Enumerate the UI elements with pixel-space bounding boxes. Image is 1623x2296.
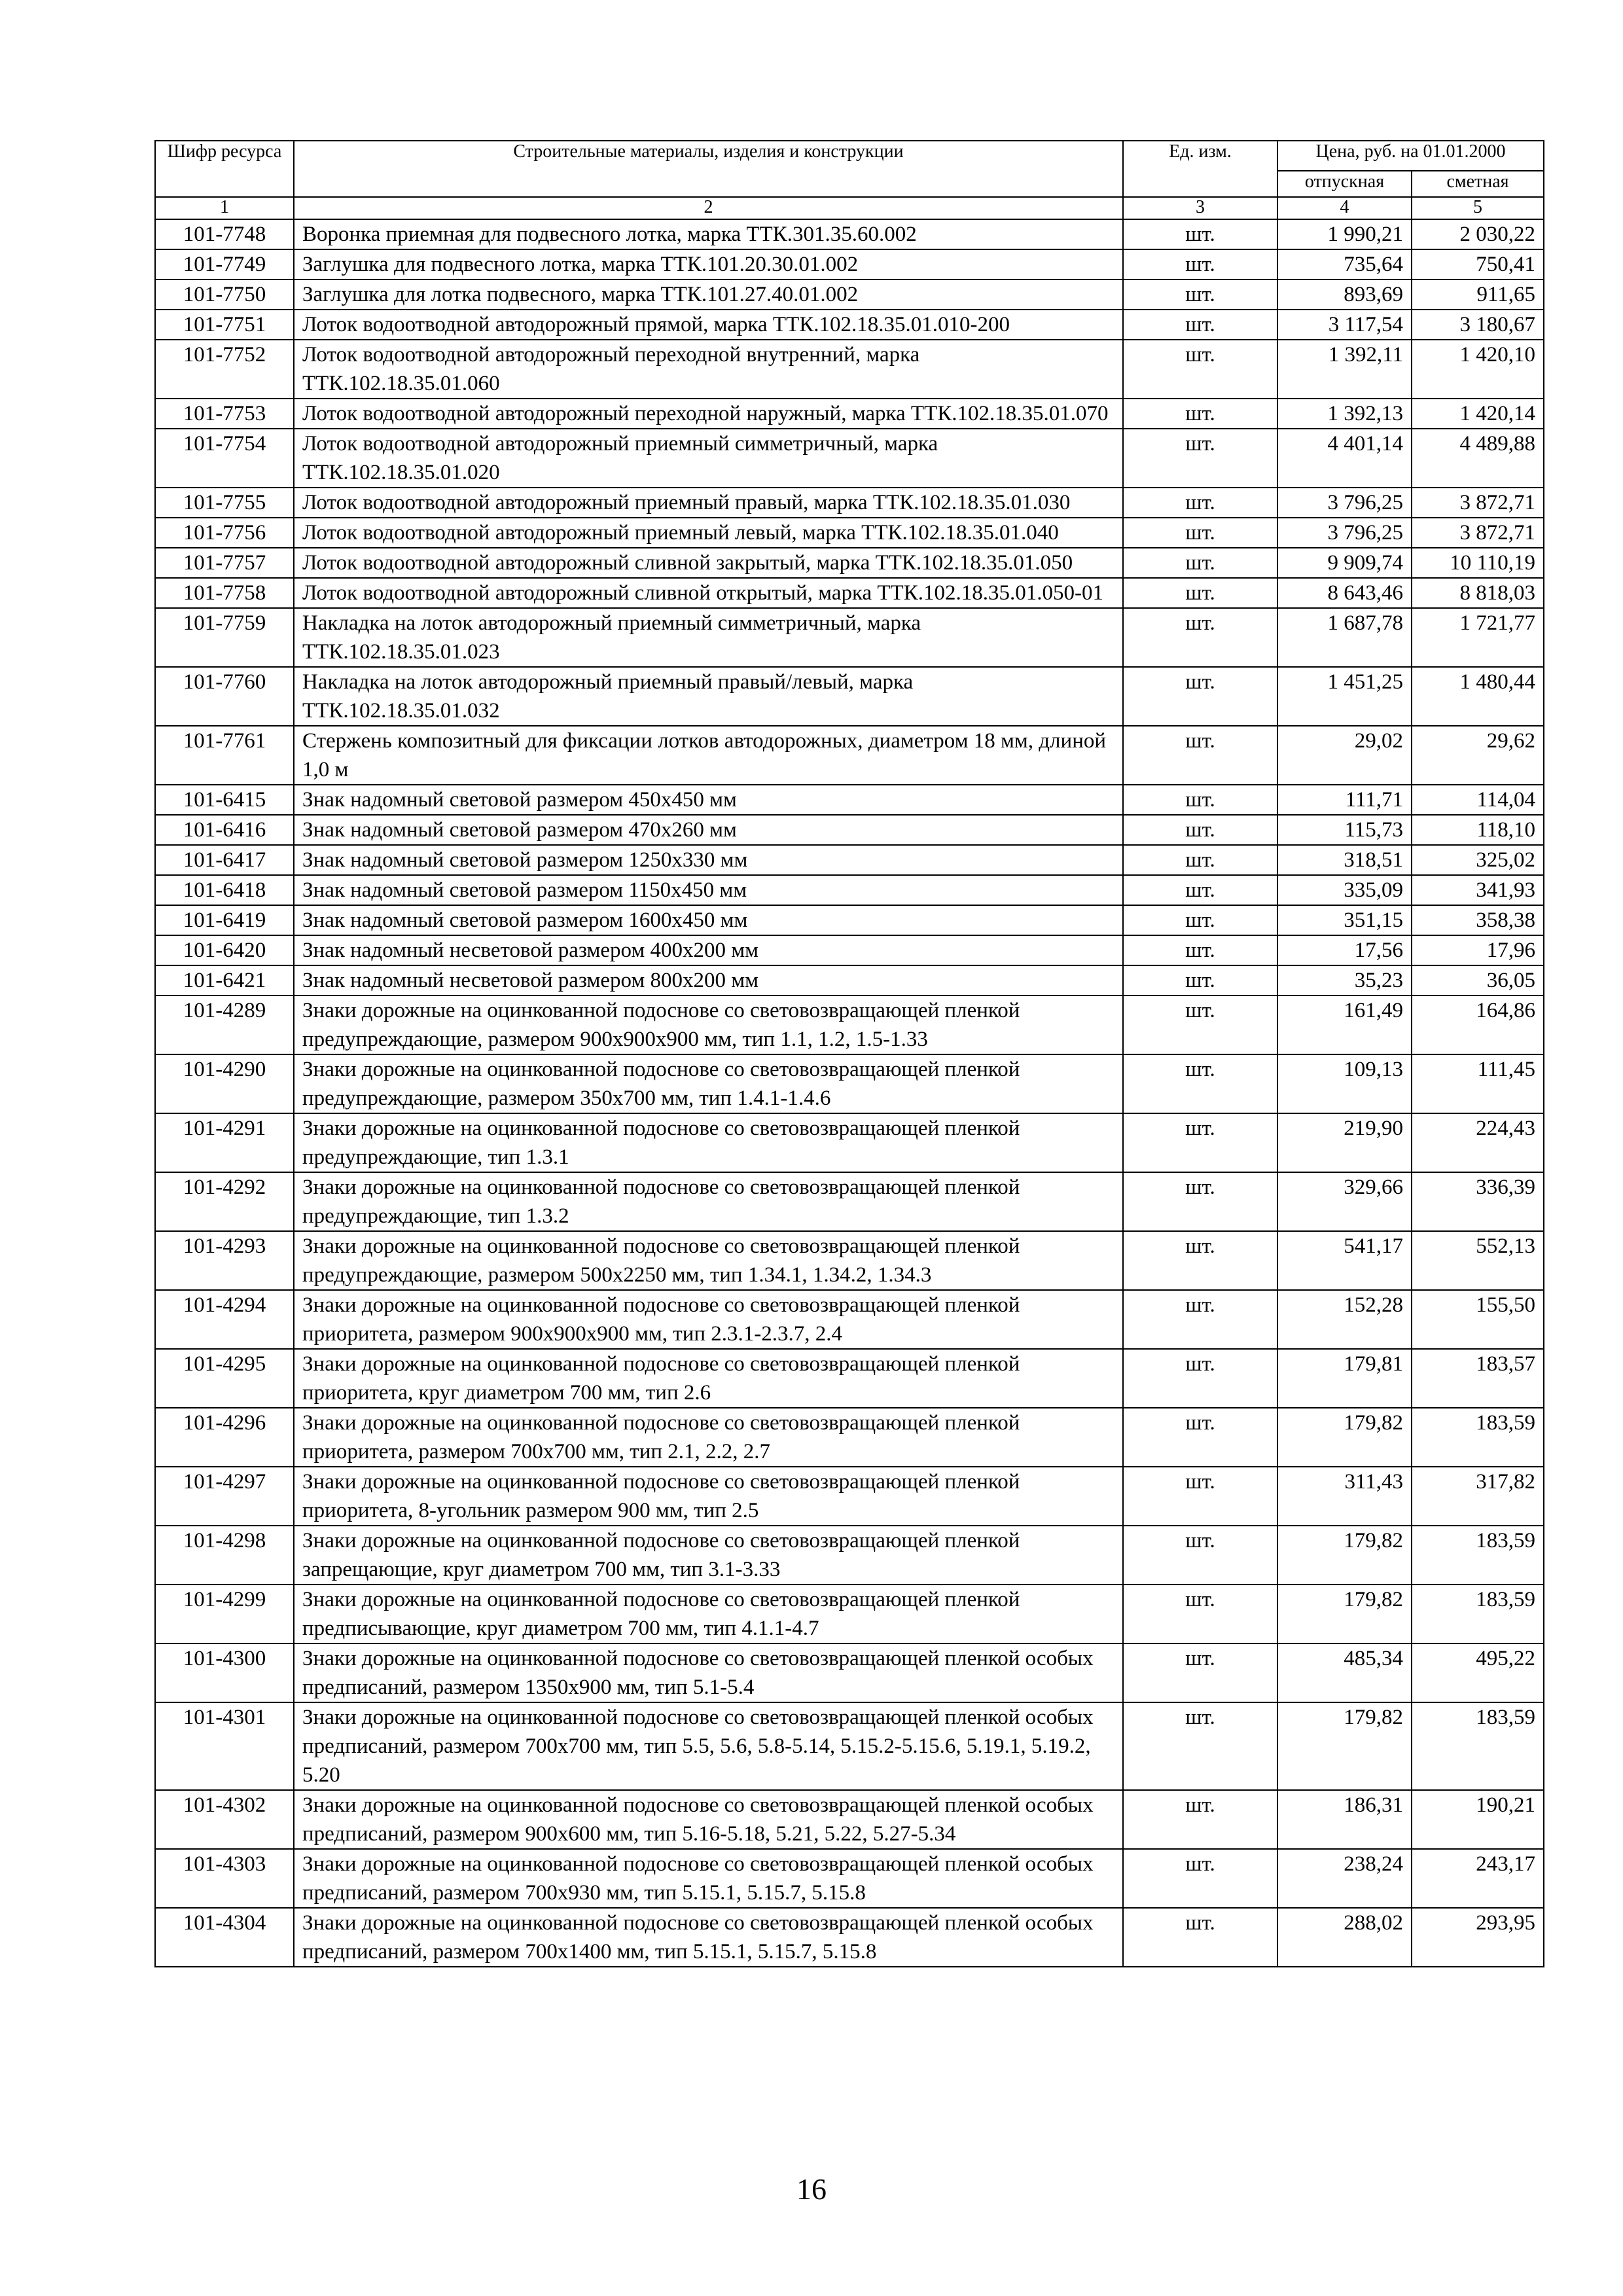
price-estimate: 36,05 <box>1412 965 1544 996</box>
table-row <box>155 785 1544 815</box>
unit: шт. <box>1123 935 1277 965</box>
price-release: 17,56 <box>1277 935 1412 965</box>
table-row <box>155 667 1544 726</box>
material-name: Лоток водоотводной автодорожный прямой, марка ТТК.102.18.35.01.010-200 <box>294 310 1123 340</box>
table-row <box>155 726 1544 785</box>
resource-code: 101-4295 <box>155 1349 294 1408</box>
unit: шт. <box>1123 1526 1277 1585</box>
material-name: Знаки дорожные на оцинкованной подоснове со световозвращающей пленкой предупреждающие, размером 900х900х900 мм, тип 1.1, 1.2, 1.5-1.33 <box>294 996 1123 1054</box>
price-release: 219,90 <box>1277 1113 1412 1172</box>
resource-code: 101-4298 <box>155 1526 294 1585</box>
material-name: Лоток водоотводной автодорожный сливной закрытый, марка ТТК.102.18.35.01.050 <box>294 548 1123 578</box>
material-name: Знак надомный световой размером 450х450 мм <box>294 785 1123 815</box>
unit: шт. <box>1123 1290 1277 1349</box>
price-release: 109,13 <box>1277 1054 1412 1113</box>
material-name: Стержень композитный для фиксации лотков автодорожных, диаметром 18 мм, длиной 1,0 м <box>294 726 1123 785</box>
unit: шт. <box>1123 1172 1277 1231</box>
unit: шт. <box>1123 1643 1277 1702</box>
price-estimate: 1 480,44 <box>1412 667 1544 726</box>
header-code: Шифр ресурса <box>155 141 294 197</box>
material-name: Знаки дорожные на оцинкованной подоснове со световозвращающей пленкой предупреждающие, тип 1.3.2 <box>294 1172 1123 1231</box>
resource-code: 101-4293 <box>155 1231 294 1290</box>
unit: шт. <box>1123 965 1277 996</box>
resource-code: 101-4297 <box>155 1467 294 1526</box>
material-name: Знаки дорожные на оцинкованной подоснове со световозвращающей пленкой запрещающие, круг диаметром 700 мм, тип 3.1-3.33 <box>294 1526 1123 1585</box>
resource-code: 101-4301 <box>155 1702 294 1790</box>
resource-code: 101-4291 <box>155 1113 294 1172</box>
table-row <box>155 279 1544 310</box>
price-release: 111,71 <box>1277 785 1412 815</box>
price-estimate: 8 818,03 <box>1412 578 1544 608</box>
unit: шт. <box>1123 815 1277 845</box>
table-row <box>155 845 1544 875</box>
material-name: Лоток водоотводной автодорожный переходной наружный, марка ТТК.102.18.35.01.070 <box>294 399 1123 429</box>
price-release: 35,23 <box>1277 965 1412 996</box>
resource-code: 101-7752 <box>155 340 294 399</box>
table-row <box>155 815 1544 845</box>
table-row <box>155 1585 1544 1643</box>
resource-code: 101-4290 <box>155 1054 294 1113</box>
table-row <box>155 875 1544 905</box>
resource-code: 101-7750 <box>155 279 294 310</box>
table-row <box>155 1172 1544 1231</box>
table-row <box>155 965 1544 996</box>
col-number-4: 4 <box>1277 197 1412 219</box>
material-name: Лоток водоотводной автодорожный приемный левый, марка ТТК.102.18.35.01.040 <box>294 518 1123 548</box>
price-release: 238,24 <box>1277 1849 1412 1908</box>
header-price-release: отпускная <box>1277 171 1412 197</box>
page-number: 16 <box>796 2172 827 2206</box>
price-estimate: 552,13 <box>1412 1231 1544 1290</box>
material-name: Знаки дорожные на оцинкованной подоснове со световозвращающей пленкой особых предписаний, размером 900х600 мм, тип 5.16-5.18, 5.21, 5.22, 5.27-5.34 <box>294 1790 1123 1849</box>
price-estimate: 183,59 <box>1412 1702 1544 1790</box>
price-estimate: 2 030,22 <box>1412 219 1544 249</box>
material-name: Знаки дорожные на оцинкованной подоснове со световозвращающей пленкой особых предписаний, размером 1350х900 мм, тип 5.1-5.4 <box>294 1643 1123 1702</box>
unit: шт. <box>1123 1349 1277 1408</box>
price-release: 115,73 <box>1277 815 1412 845</box>
price-release: 485,34 <box>1277 1643 1412 1702</box>
unit: шт. <box>1123 996 1277 1054</box>
table-row <box>155 1349 1544 1408</box>
price-release: 893,69 <box>1277 279 1412 310</box>
unit: шт. <box>1123 1585 1277 1643</box>
unit: шт. <box>1123 578 1277 608</box>
price-release: 4 401,14 <box>1277 429 1412 488</box>
table-row <box>155 1908 1544 1967</box>
resource-code: 101-7749 <box>155 249 294 279</box>
resource-code: 101-4303 <box>155 1849 294 1908</box>
table-row <box>155 429 1544 488</box>
resource-code: 101-7761 <box>155 726 294 785</box>
unit: шт. <box>1123 279 1277 310</box>
resource-code: 101-7754 <box>155 429 294 488</box>
price-estimate: 293,95 <box>1412 1908 1544 1967</box>
material-name: Знак надомный несветовой размером 400х200 мм <box>294 935 1123 965</box>
resource-code: 101-4302 <box>155 1790 294 1849</box>
resource-code: 101-4289 <box>155 996 294 1054</box>
price-estimate: 3 180,67 <box>1412 310 1544 340</box>
price-release: 186,31 <box>1277 1790 1412 1849</box>
resource-code: 101-4304 <box>155 1908 294 1967</box>
material-name: Заглушка для подвесного лотка, марка ТТК.101.20.30.01.002 <box>294 249 1123 279</box>
material-name: Знак надомный несветовой размером 800х200 мм <box>294 965 1123 996</box>
table-row <box>155 249 1544 279</box>
resource-code: 101-4296 <box>155 1408 294 1467</box>
material-name: Знаки дорожные на оцинкованной подоснове со световозвращающей пленкой предупреждающие, тип 1.3.1 <box>294 1113 1123 1172</box>
material-name: Лоток водоотводной автодорожный переходной внутренний, марка ТТК.102.18.35.01.060 <box>294 340 1123 399</box>
price-release: 311,43 <box>1277 1467 1412 1526</box>
price-release: 3 796,25 <box>1277 518 1412 548</box>
price-estimate: 183,59 <box>1412 1585 1544 1643</box>
price-release: 3 117,54 <box>1277 310 1412 340</box>
price-estimate: 3 872,71 <box>1412 488 1544 518</box>
price-release: 161,49 <box>1277 996 1412 1054</box>
price-estimate: 111,45 <box>1412 1054 1544 1113</box>
material-name: Лоток водоотводной автодорожный сливной открытый, марка ТТК.102.18.35.01.050-01 <box>294 578 1123 608</box>
unit: шт. <box>1123 875 1277 905</box>
unit: шт. <box>1123 726 1277 785</box>
unit: шт. <box>1123 249 1277 279</box>
table-row <box>155 1231 1544 1290</box>
unit: шт. <box>1123 1113 1277 1172</box>
unit: шт. <box>1123 1231 1277 1290</box>
resource-code: 101-6421 <box>155 965 294 996</box>
table-row <box>155 399 1544 429</box>
unit: шт. <box>1123 219 1277 249</box>
material-name: Знаки дорожные на оцинкованной подоснове со световозвращающей пленкой предписывающие, круг диаметром 700 мм, тип 4.1.1-4.7 <box>294 1585 1123 1643</box>
price-estimate: 183,57 <box>1412 1349 1544 1408</box>
material-name: Знаки дорожные на оцинкованной подоснове со световозвращающей пленкой приоритета, круг диаметром 700 мм, тип 2.6 <box>294 1349 1123 1408</box>
material-name: Знак надомный световой размером 470х260 мм <box>294 815 1123 845</box>
price-release: 29,02 <box>1277 726 1412 785</box>
unit: шт. <box>1123 1467 1277 1526</box>
table-row <box>155 488 1544 518</box>
price-estimate: 750,41 <box>1412 249 1544 279</box>
resource-code: 101-6420 <box>155 935 294 965</box>
header-unit: Ед. изм. <box>1123 141 1277 197</box>
unit: шт. <box>1123 1702 1277 1790</box>
unit: шт. <box>1123 1908 1277 1967</box>
unit: шт. <box>1123 667 1277 726</box>
material-name: Знак надомный световой размером 1600х450 мм <box>294 905 1123 935</box>
price-release: 179,82 <box>1277 1526 1412 1585</box>
material-name: Знаки дорожные на оцинкованной подоснове со световозвращающей пленкой особых предписаний, размером 700х930 мм, тип 5.15.1, 5.15.7, 5.15.8 <box>294 1849 1123 1908</box>
price-estimate: 118,10 <box>1412 815 1544 845</box>
table-row <box>155 1408 1544 1467</box>
price-estimate: 17,96 <box>1412 935 1544 965</box>
resource-code: 101-6416 <box>155 815 294 845</box>
price-release: 735,64 <box>1277 249 1412 279</box>
resource-code: 101-7759 <box>155 608 294 667</box>
price-estimate: 1 420,14 <box>1412 399 1544 429</box>
material-name: Знаки дорожные на оцинкованной подоснове со световозвращающей пленкой предупреждающие, размером 350х700 мм, тип 1.4.1-1.4.6 <box>294 1054 1123 1113</box>
resource-code: 101-7753 <box>155 399 294 429</box>
price-estimate: 190,21 <box>1412 1790 1544 1849</box>
unit: шт. <box>1123 785 1277 815</box>
material-name: Знаки дорожные на оцинкованной подоснове со световозвращающей пленкой приоритета, размером 900х900х900 мм, тип 2.3.1-2.3.7, 2.4 <box>294 1290 1123 1349</box>
table-row <box>155 1643 1544 1702</box>
material-name: Накладка на лоток автодорожный приемный правый/левый, марка ТТК.102.18.35.01.032 <box>294 667 1123 726</box>
col-number-3: 3 <box>1123 197 1277 219</box>
unit: шт. <box>1123 845 1277 875</box>
price-release: 8 643,46 <box>1277 578 1412 608</box>
col-number-2: 2 <box>294 197 1123 219</box>
price-release: 179,82 <box>1277 1408 1412 1467</box>
table-row <box>155 340 1544 399</box>
price-table <box>154 140 1544 1967</box>
price-estimate: 114,04 <box>1412 785 1544 815</box>
price-estimate: 3 872,71 <box>1412 518 1544 548</box>
resource-code: 101-7757 <box>155 548 294 578</box>
price-estimate: 155,50 <box>1412 1290 1544 1349</box>
resource-code: 101-7755 <box>155 488 294 518</box>
price-estimate: 243,17 <box>1412 1849 1544 1908</box>
price-estimate: 10 110,19 <box>1412 548 1544 578</box>
price-estimate: 358,38 <box>1412 905 1544 935</box>
price-estimate: 164,86 <box>1412 996 1544 1054</box>
unit: шт. <box>1123 608 1277 667</box>
table-row <box>155 996 1544 1054</box>
table-row <box>155 935 1544 965</box>
price-release: 179,82 <box>1277 1702 1412 1790</box>
resource-code: 101-6418 <box>155 875 294 905</box>
price-release: 179,81 <box>1277 1349 1412 1408</box>
material-name: Воронка приемная для подвесного лотка, марка ТТК.301.35.60.002 <box>294 219 1123 249</box>
material-name: Знаки дорожные на оцинкованной подоснове со световозвращающей пленкой особых предписаний, размером 700х1400 мм, тип 5.15.1, 5.15.7, 5.15.8 <box>294 1908 1123 1967</box>
price-estimate: 1 420,10 <box>1412 340 1544 399</box>
price-estimate: 183,59 <box>1412 1526 1544 1585</box>
price-release: 288,02 <box>1277 1908 1412 1967</box>
material-name: Знаки дорожные на оцинкованной подоснове со световозвращающей пленкой приоритета, 8-угольник размером 900 мм, тип 2.5 <box>294 1467 1123 1526</box>
unit: шт. <box>1123 340 1277 399</box>
price-estimate: 183,59 <box>1412 1408 1544 1467</box>
price-estimate: 325,02 <box>1412 845 1544 875</box>
price-estimate: 495,22 <box>1412 1643 1544 1702</box>
unit: шт. <box>1123 488 1277 518</box>
material-name: Заглушка для лотка подвесного, марка ТТК.101.27.40.01.002 <box>294 279 1123 310</box>
unit: шт. <box>1123 1849 1277 1908</box>
price-table-body <box>155 219 1544 1967</box>
price-release: 9 909,74 <box>1277 548 1412 578</box>
resource-code: 101-7756 <box>155 518 294 548</box>
material-name: Лоток водоотводной автодорожный приемный симметричный, марка ТТК.102.18.35.01.020 <box>294 429 1123 488</box>
header-price: Цена, руб. на 01.01.2000 <box>1277 141 1544 171</box>
header-price-estimate: сметная <box>1412 171 1544 197</box>
resource-code: 101-7760 <box>155 667 294 726</box>
table-row <box>155 548 1544 578</box>
unit: шт. <box>1123 905 1277 935</box>
table-row <box>155 1290 1544 1349</box>
price-release: 335,09 <box>1277 875 1412 905</box>
resource-code: 101-4300 <box>155 1643 294 1702</box>
price-estimate: 336,39 <box>1412 1172 1544 1231</box>
price-release: 318,51 <box>1277 845 1412 875</box>
resource-code: 101-6417 <box>155 845 294 875</box>
material-name: Знаки дорожные на оцинкованной подоснове со световозвращающей пленкой приоритета, размером 700х700 мм, тип 2.1, 2.2, 2.7 <box>294 1408 1123 1467</box>
material-name: Знаки дорожные на оцинкованной подоснове со световозвращающей пленкой предупреждающие, размером 500х2250 мм, тип 1.34.1, 1.34.2, 1.34.3 <box>294 1231 1123 1290</box>
table-row <box>155 1849 1544 1908</box>
col-number-5: 5 <box>1412 197 1544 219</box>
table-row <box>155 905 1544 935</box>
header-name: Строительные материалы, изделия и конструкции <box>294 141 1123 197</box>
resource-code: 101-4292 <box>155 1172 294 1231</box>
price-release: 1 392,11 <box>1277 340 1412 399</box>
price-estimate: 911,65 <box>1412 279 1544 310</box>
resource-code: 101-6415 <box>155 785 294 815</box>
price-release: 179,82 <box>1277 1585 1412 1643</box>
resource-code: 101-6419 <box>155 905 294 935</box>
table-row <box>155 1790 1544 1849</box>
price-release: 1 451,25 <box>1277 667 1412 726</box>
price-release: 3 796,25 <box>1277 488 1412 518</box>
price-release: 329,66 <box>1277 1172 1412 1231</box>
material-name: Лоток водоотводной автодорожный приемный правый, марка ТТК.102.18.35.01.030 <box>294 488 1123 518</box>
unit: шт. <box>1123 1054 1277 1113</box>
resource-code: 101-7758 <box>155 578 294 608</box>
price-release: 152,28 <box>1277 1290 1412 1349</box>
price-release: 1 687,78 <box>1277 608 1412 667</box>
price-estimate: 317,82 <box>1412 1467 1544 1526</box>
table-row <box>155 578 1544 608</box>
material-name: Знак надомный световой размером 1150х450 мм <box>294 875 1123 905</box>
table-row <box>155 1113 1544 1172</box>
col-number-1: 1 <box>155 197 294 219</box>
unit: шт. <box>1123 1790 1277 1849</box>
material-name: Знак надомный световой размером 1250х330 мм <box>294 845 1123 875</box>
unit: шт. <box>1123 1408 1277 1467</box>
price-estimate: 4 489,88 <box>1412 429 1544 488</box>
material-name: Накладка на лоток автодорожный приемный симметричный, марка ТТК.102.18.35.01.023 <box>294 608 1123 667</box>
price-estimate: 29,62 <box>1412 726 1544 785</box>
price-release: 541,17 <box>1277 1231 1412 1290</box>
price-estimate: 1 721,77 <box>1412 608 1544 667</box>
table-row <box>155 310 1544 340</box>
unit: шт. <box>1123 518 1277 548</box>
unit: шт. <box>1123 399 1277 429</box>
resource-code: 101-4299 <box>155 1585 294 1643</box>
unit: шт. <box>1123 429 1277 488</box>
table-row <box>155 1467 1544 1526</box>
material-name: Знаки дорожные на оцинкованной подоснове со световозвращающей пленкой особых предписаний, размером 700х700 мм, тип 5.5, 5.6, 5.8-5.14, 5.15.2-5.15.6, 5.19.1, 5.19.2, 5.20 <box>294 1702 1123 1790</box>
unit: шт. <box>1123 548 1277 578</box>
table-row <box>155 1054 1544 1113</box>
price-estimate: 224,43 <box>1412 1113 1544 1172</box>
price-release: 351,15 <box>1277 905 1412 935</box>
price-estimate: 341,93 <box>1412 875 1544 905</box>
price-release: 1 392,13 <box>1277 399 1412 429</box>
price-release: 1 990,21 <box>1277 219 1412 249</box>
unit: шт. <box>1123 310 1277 340</box>
resource-code: 101-7751 <box>155 310 294 340</box>
table-row <box>155 518 1544 548</box>
table-row <box>155 1702 1544 1790</box>
resource-code: 101-4294 <box>155 1290 294 1349</box>
table-row <box>155 219 1544 249</box>
table-row <box>155 608 1544 667</box>
table-row <box>155 1526 1544 1585</box>
resource-code: 101-7748 <box>155 219 294 249</box>
